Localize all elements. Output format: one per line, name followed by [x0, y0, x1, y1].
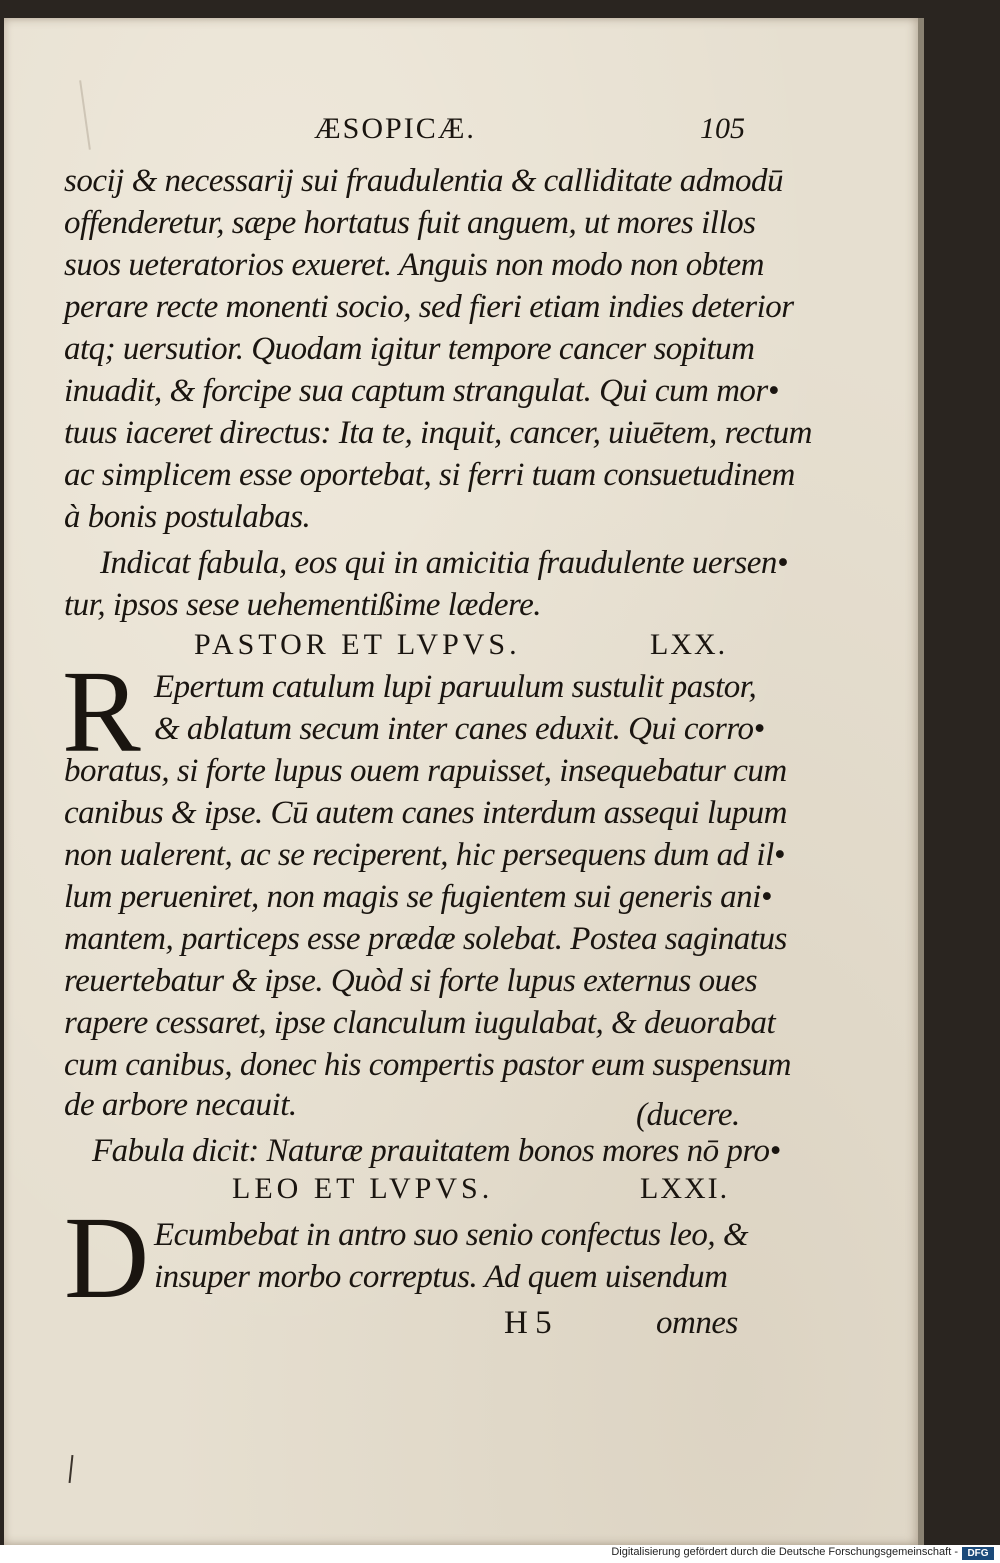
text-line: atq; uersutior. Quodam igitur tempore cancer sopitum	[64, 331, 755, 367]
text-line: rapere cessaret, ipse clanculum iugulabat, & deuorabat	[64, 1005, 776, 1041]
text-line: insuper morbo correptus. Ad quem uisendum	[154, 1259, 728, 1295]
page-edge	[918, 18, 924, 1545]
text-line: offenderetur, sæpe hortatus fuit anguem, ut mores illos	[64, 205, 756, 241]
text-line: suos ueteratorios exueret. Anguis non modo non obtem	[64, 247, 764, 283]
text-line: à bonis postulabas.	[64, 499, 311, 535]
text-line: tuus iaceret directus: Ita te, inquit, cancer, uiuētem, rectum	[64, 415, 812, 451]
catchword: omnes	[656, 1305, 738, 1341]
text-line: & ablatum secum inter canes eduxit. Qui corro•	[154, 711, 765, 747]
page-number: 105	[700, 112, 745, 145]
dfg-logo: DFG	[962, 1547, 994, 1560]
fable-number: LXXI.	[640, 1172, 730, 1205]
text-line: Epertum catulum lupi paruulum sustulit pastor,	[154, 669, 757, 705]
fable-title: LEO ET LVPVS.	[232, 1172, 494, 1205]
text-line: socij & necessarij sui fraudulentia & calliditate admodū	[64, 163, 784, 199]
moral-line: Indicat fabula, eos qui in amicitia fraudulente uersen•	[100, 545, 788, 581]
running-head: ÆSOPICÆ.	[314, 112, 476, 145]
drop-capital: D	[64, 1192, 150, 1323]
signature-mark: H 5	[504, 1305, 552, 1341]
text-line: Ecumbebat in antro suo senio confectus leo, &	[154, 1217, 749, 1253]
text-line: ac simplicem esse oportebat, si ferri tuam consuetudinem	[64, 457, 795, 493]
fable-number: LXX.	[650, 628, 728, 661]
text-line: cum canibus, donec his compertis pastor eum suspensum	[64, 1047, 791, 1083]
drop-capital: R	[62, 646, 141, 777]
text-line: perare recte monenti socio, sed fieri etiam indies deterior	[64, 289, 794, 325]
text-line: de arbore necauit.	[64, 1087, 297, 1123]
text-line: boratus, si forte lupus ouem rapuisset, insequebatur cum	[64, 753, 787, 789]
moral-line: tur, ipsos sese uehementißime lædere.	[64, 587, 542, 623]
moral-turnover: (ducere.	[636, 1097, 740, 1133]
text-line: lum perueniret, non magis se fugientem sui generis ani•	[64, 879, 772, 915]
text-line: canibus & ipse. Cū autem canes interdum assequi lupum	[64, 795, 787, 831]
text-line: reuertebatur & ipse. Quòd si forte lupus externus oues	[64, 963, 758, 999]
footer-credit: Digitalisierung gefördert durch die Deutsche Forschungsgemeinschaft -	[611, 1546, 958, 1558]
fable-title: PASTOR ET LVPVS.	[194, 628, 521, 661]
text-line: non ualerent, ac se reciperent, hic persequens dum ad il•	[64, 837, 785, 873]
text-line: mantem, particeps esse prædæ solebat. Postea saginatus	[64, 921, 787, 957]
moral-line: Fabula dicit: Naturæ prauitatem bonos mores nō pro•	[92, 1133, 781, 1169]
text-line: inuadit, & forcipe sua captum strangulat. Qui cum mor•	[64, 373, 779, 409]
